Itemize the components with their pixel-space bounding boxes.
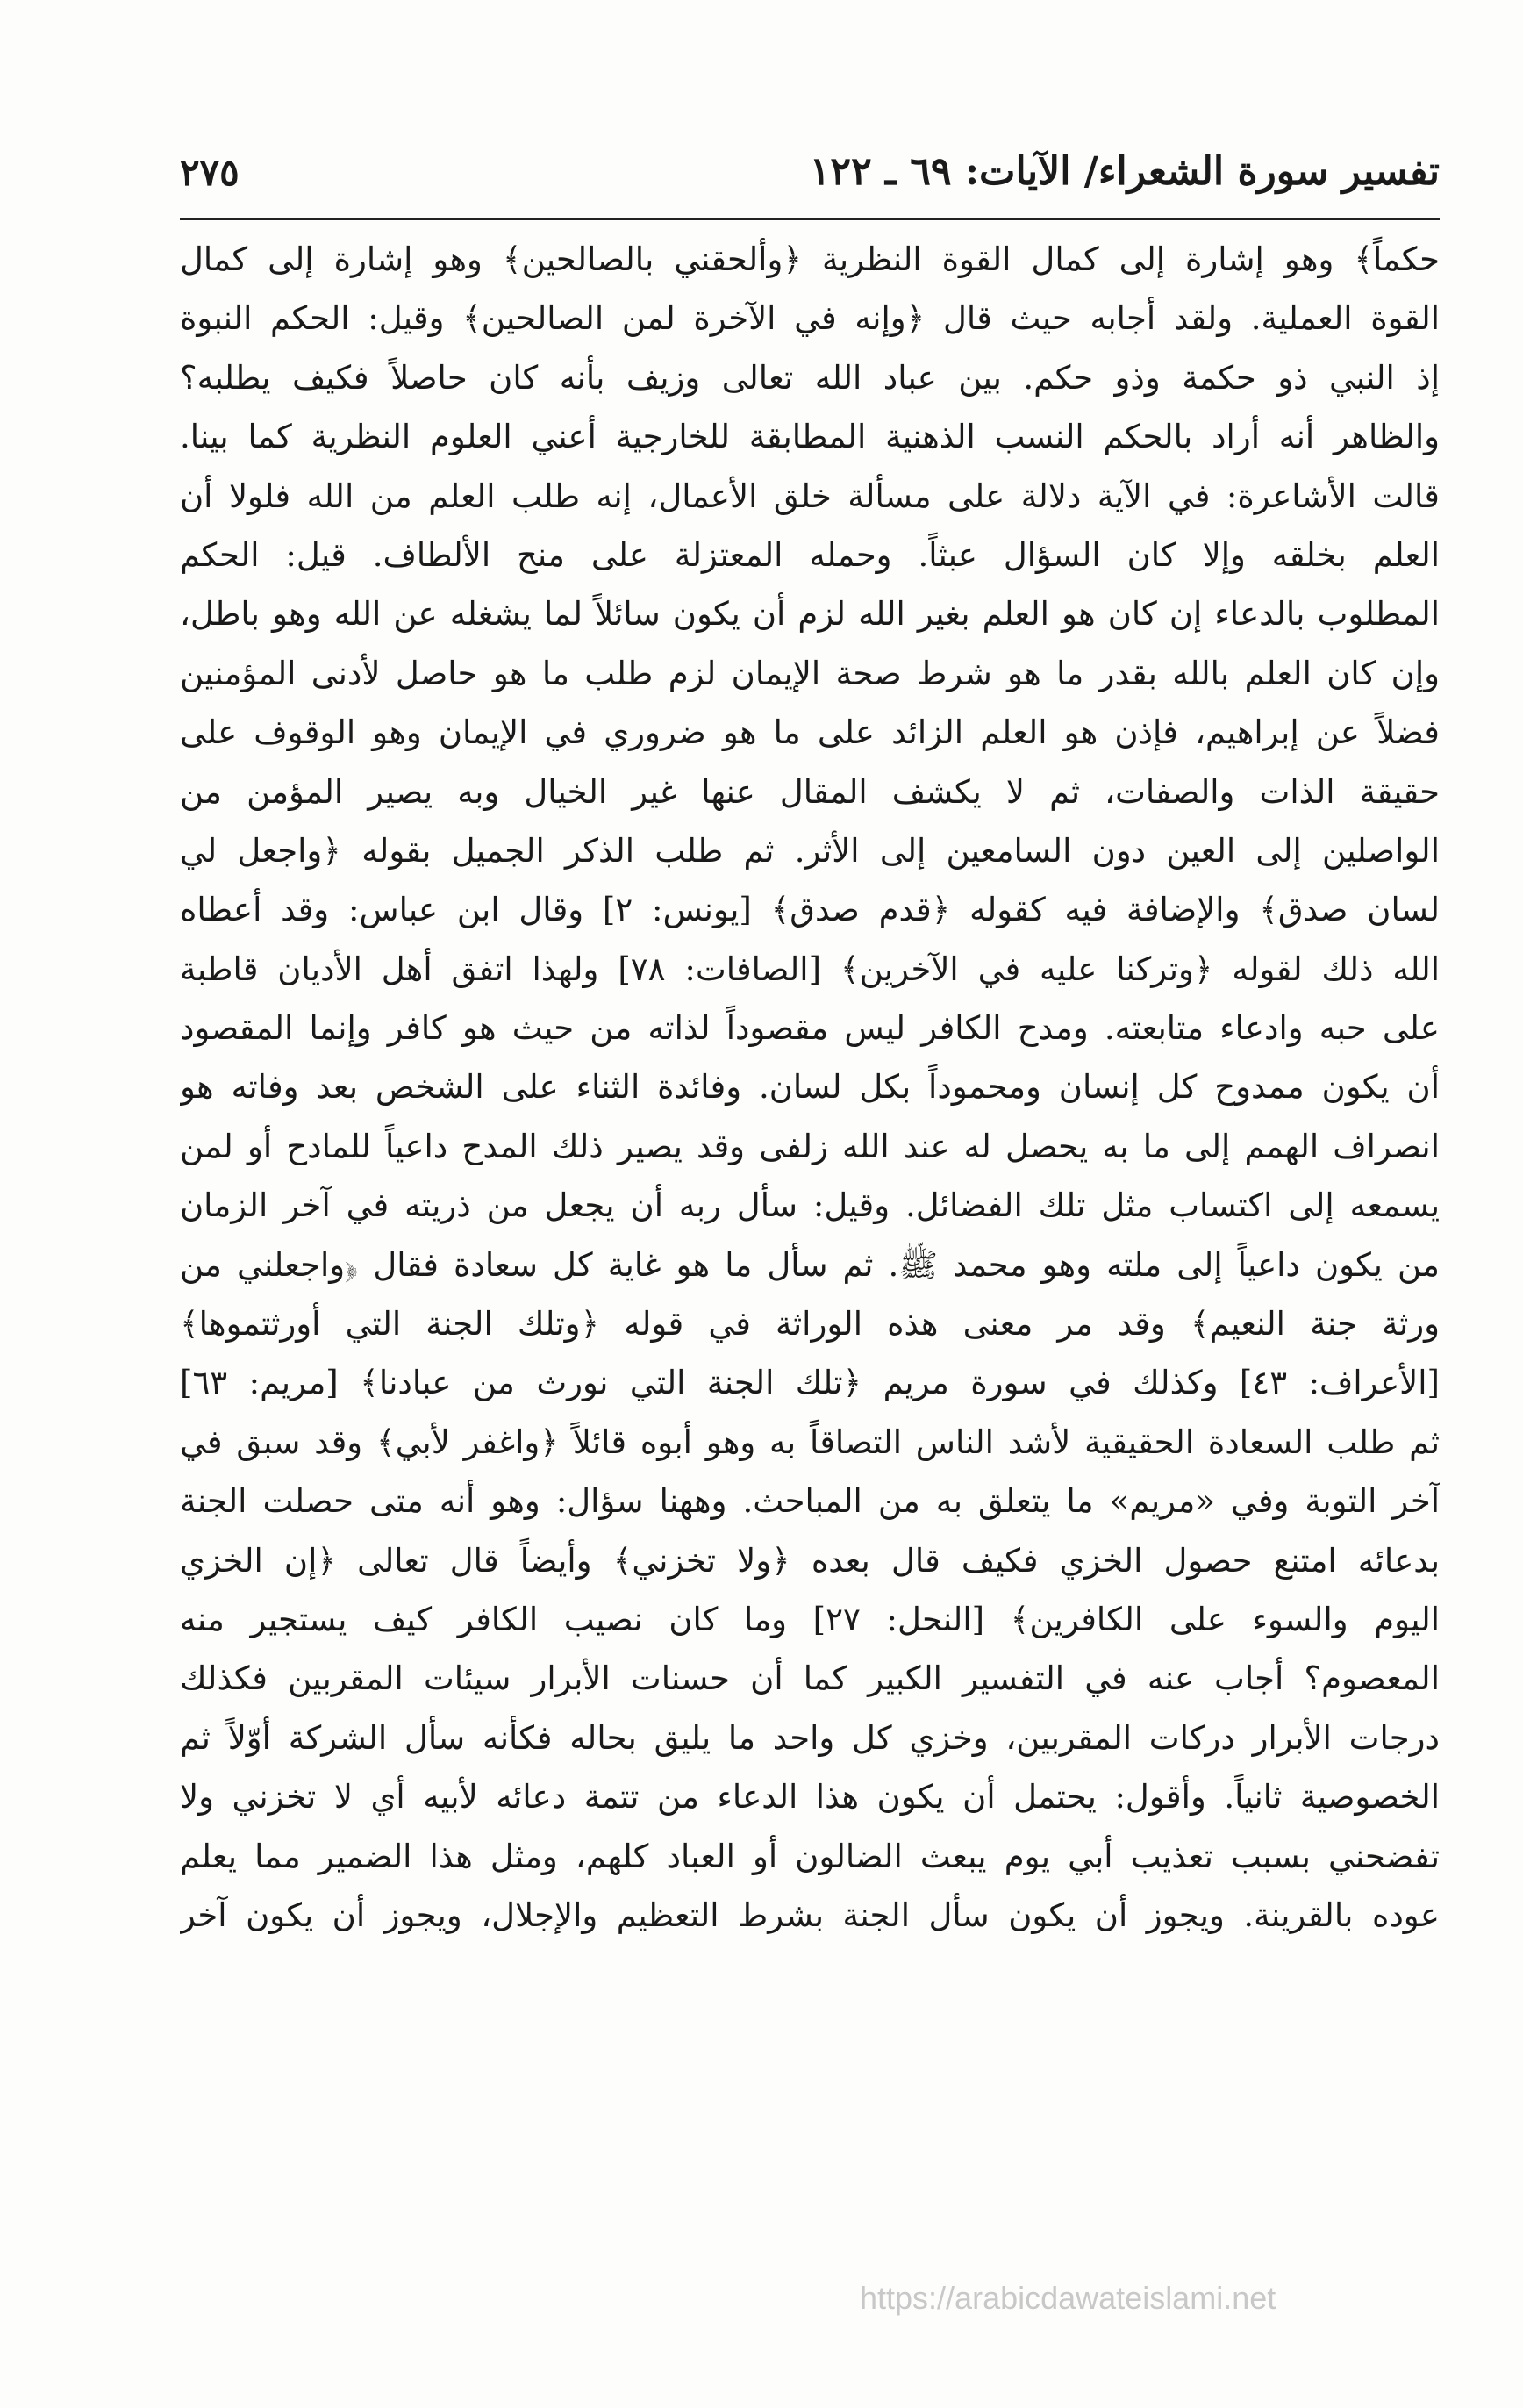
text-line: الله ذلك لقوله ﴿وتركنا عليه في الآخرين﴾ [الصافات: ٧٨] ولهذا اتفق أهل الأديان قاطبة [180, 950, 1440, 988]
text-line: المعصوم؟ أجاب عنه في التفسير الكبير كما أن حسنات الأبرار سيئات المقربين فكذلك [180, 1659, 1440, 1698]
body-text [180, 230, 1440, 1945]
running-title: تفسير سورة الشعراء/ الآيات: ٦٩ ـ ١٢٢ [809, 149, 1440, 194]
text-line: قالت الأشاعرة: في الآية دلالة على مسألة خلق الأعمال، إنه طلب العلم من الله فلولا أن [180, 477, 1440, 515]
text-line: بدعائه امتنع حصول الخزي فكيف قال بعده ﴿ولا تخزني﴾ وأيضاً قال تعالى ﴿إن الخزي [180, 1541, 1440, 1580]
text-line: انصراف الهمم إلى ما به يحصل له عند الله زلفى وقد يصير ذلك المدح داعياً للمادح أو لمن [180, 1127, 1440, 1165]
text-line: يسمعه إلى اكتساب مثل تلك الفضائل. وقيل: سأل ربه أن يجعل من ذريته في آخر الزمان [180, 1186, 1440, 1225]
text-line: على حبه وادعاء متابعته. ومدح الكافر ليس مقصوداً لذاته من حيث هو كافر وإنما المقصود [180, 1009, 1440, 1048]
text-line: العلم بخلقه وإلا كان السؤال عبثاً. وحمله المعتزلة على منح الألطاف. قيل: الحكم [180, 535, 1440, 574]
page-number: ٢٧٥ [180, 151, 240, 194]
header-rule [180, 218, 1440, 220]
text-line: اليوم والسوء على الكافرين﴾ [النحل: ٢٧] وما كان نصيب الكافر كيف يستجير منه [180, 1600, 1440, 1638]
text-line: فضلاً عن إبراهيم، فإذن هو العلم الزائد على ما هو ضروري في الإيمان وهو الوقوف على [180, 713, 1440, 752]
watermark-url: https://arabicdawateislami.net [860, 2280, 1276, 2316]
text-line: عوده بالقرينة. ويجوز أن يكون سأل الجنة بشرط التعظيم والإجلال، ويجوز أن يكون آخر [180, 1896, 1440, 1934]
text-line: إذ النبي ذو حكمة وذو حكم. بين عباد الله تعالى وزيف بأنه كان حاصلاً فكيف يطلبه؟ [180, 358, 1440, 397]
text-line: الخصوصية ثانياً. وأقول: يحتمل أن يكون هذا الدعاء من تتمة دعائه لأبيه أي لا تخزني ولا [180, 1778, 1440, 1817]
text-line: آخر التوبة وفي «مريم» ما يتعلق به من المباحث. وههنا سؤال: وهو أنه متى حصلت الجنة [180, 1482, 1440, 1521]
running-head [180, 149, 1440, 211]
text-line: تفضحني بسبب تعذيب أبي يوم يبعث الضالون أو العباد كلهم، ومثل هذا الضمير مما يعلم [180, 1837, 1440, 1875]
text-line: [الأعراف: ٤٣] وكذلك في سورة مريم ﴿تلك الجنة التي نورث من عبادنا﴾ [مريم: ٦٣] [180, 1364, 1440, 1402]
text-line: ورثة جنة النعيم﴾ وقد مر معنى هذه الوراثة في قوله ﴿وتلك الجنة التي أورثتموها﴾ [180, 1305, 1440, 1344]
text-line: القوة العملية. ولقد أجابه حيث قال ﴿وإنه في الآخرة لمن الصالحين﴾ وقيل: الحكم النبوة [180, 299, 1440, 338]
text-line: وإن كان العلم بالله بقدر ما هو شرط صحة الإيمان لزم طلب ما هو حاصل لأدنى المؤمنين [180, 654, 1440, 692]
text-line: والظاهر أنه أراد بالحكم النسب الذهنية المطابقة للخارجية أعني العلوم النظرية كما بينا. [180, 418, 1440, 456]
text-line: المطلوب بالدعاء إن كان هو العلم بغير الله لزم أن يكون سائلاً لما يشغله عن الله وهو باطل، [180, 595, 1440, 634]
text-line: لسان صدق﴾ والإضافة فيه كقوله ﴿قدم صدق﴾ [يونس: ٢] وقال ابن عباس: وقد أعطاه [180, 891, 1440, 929]
text-line: ثم طلب السعادة الحقيقية لأشد الناس التصاقاً به وهو أبوه قائلاً ﴿واغفر لأبي﴾ وقد سبق في [180, 1423, 1440, 1461]
text-line: من يكون داعياً إلى ملته وهو محمد ﷺ. ثم سأل ما هو غاية كل سعادة فقال ﴿واجعلني من [180, 1245, 1440, 1284]
text-line: حقيقة الذات والصفات، ثم لا يكشف المقال عنها غير الخيال وبه يصير المؤمن من [180, 772, 1440, 811]
text-line: الواصلين إلى العين دون السامعين إلى الأثر. ثم طلب الذكر الجميل بقوله ﴿واجعل لي [180, 831, 1440, 870]
text-line: درجات الأبرار دركات المقربين، وخزي كل واحد ما يليق بحاله فكأنه سأل الشركة أوّلاً ثم [180, 1718, 1440, 1757]
text-line: أن يكون ممدوح كل إنسان ومحموداً بكل لسان. وفائدة الثناء على الشخص بعد وفاته هو [180, 1068, 1440, 1107]
text-line: حكماً﴾ وهو إشارة إلى كمال القوة النظرية ﴿وألحقني بالصالحين﴾ وهو إشارة إلى كمال [180, 240, 1440, 278]
